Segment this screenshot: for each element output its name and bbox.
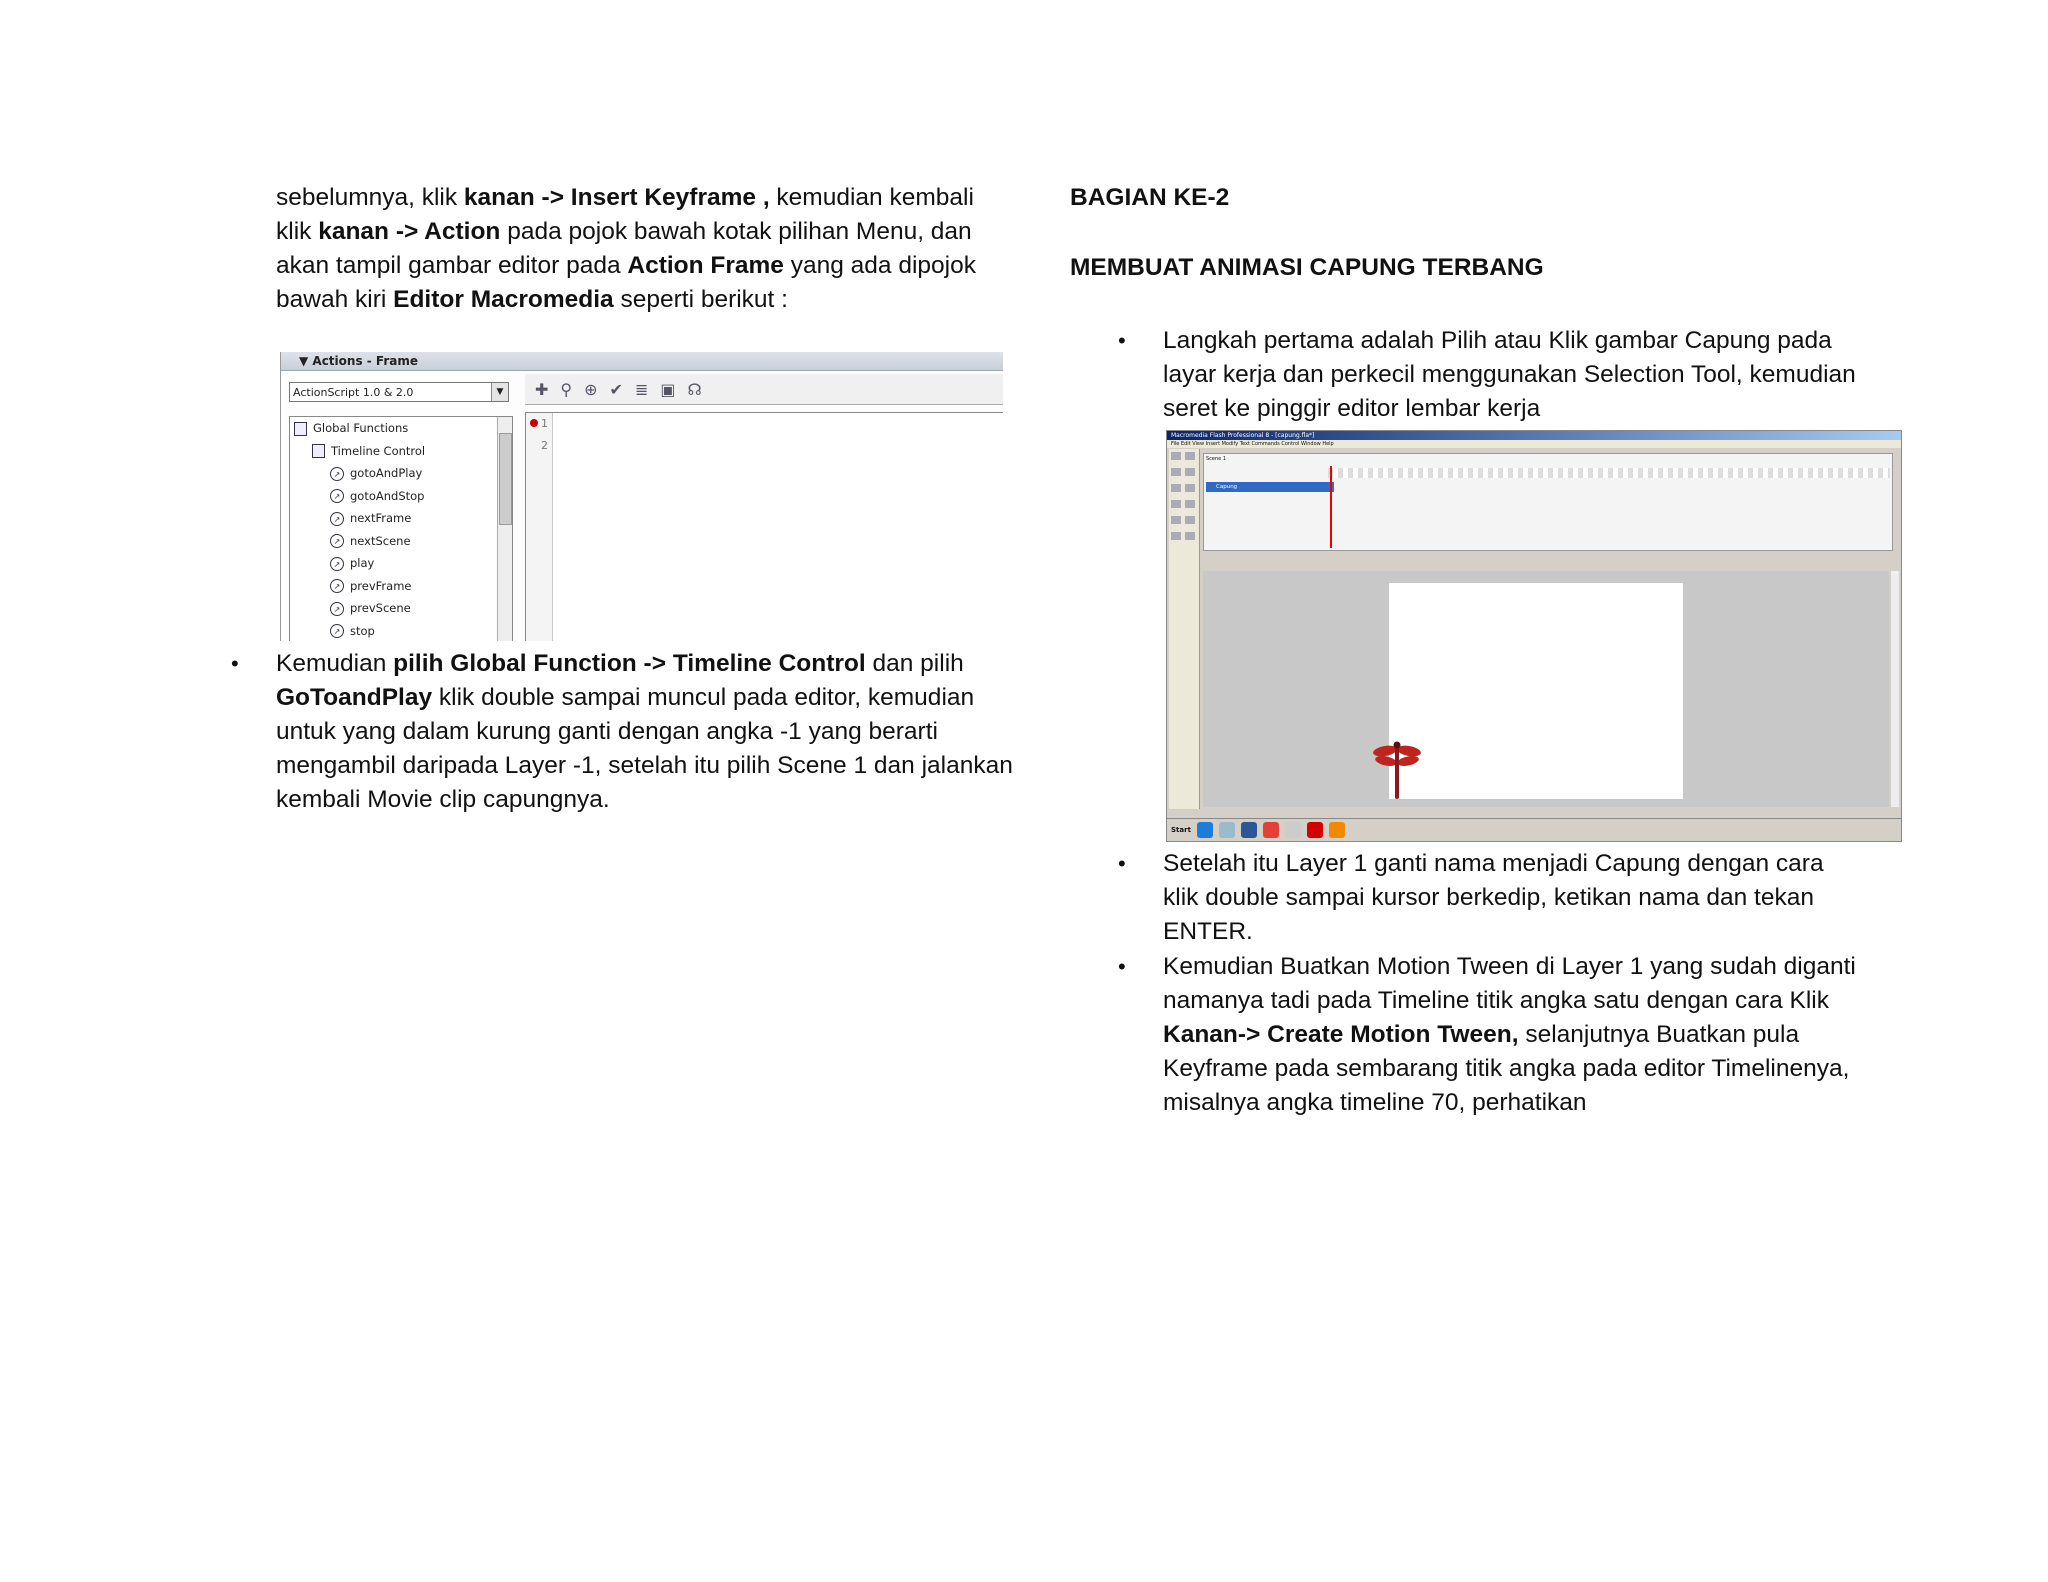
bullet-icon: • <box>231 651 239 676</box>
right-bullet-1 <box>1118 324 1863 426</box>
text-run: Kemudian Buatkan Motion Tween di Layer 1 yang sudah diganti namanya tadi pada Timeline titik angka satu dengan cara Klik <box>1163 953 1856 1014</box>
text-run: dan pilih <box>865 650 964 677</box>
bold-run: pilih Global Function -> Timeline Control <box>393 650 866 677</box>
windows-icon <box>1197 822 1213 838</box>
text-run: klik double sampai muncul pada editor, kemudian untuk yang dalam kurung ganti dengan angka -1 yang berarti mengambil daripada Layer -1, setelah itu pilih Scene 1 dan jalankan kembali Movie clip capungnya. <box>276 684 1013 813</box>
actions-panel-title-text: Actions - Frame <box>312 354 419 368</box>
flash-titlebar: Macromedia Flash Professional 8 - [capung.fla*] <box>1167 431 1901 440</box>
text-run: pada pojok bawah kotak pilihan Menu, dan akan tampil gambar editor pada <box>276 218 972 279</box>
flash-toolbox <box>1169 449 1200 809</box>
function-icon: ↗ <box>330 489 344 503</box>
tree-item-label: Timeline Control <box>331 443 426 458</box>
check-syntax-icon: ✔ <box>609 379 623 399</box>
scene-label: Scene 1 <box>1206 456 1227 462</box>
list-item <box>231 647 1016 817</box>
tree-item-label: stop <box>350 623 375 638</box>
flash-editor-screenshot <box>1166 430 1902 842</box>
language-select-value: ActionScript 1.0 & 2.0 <box>293 386 414 399</box>
line-number <box>526 435 552 457</box>
tree-item-label: prevFrame <box>350 578 412 593</box>
script-toolbar <box>525 374 1003 405</box>
chevron-down-icon: ▼ <box>491 383 508 401</box>
tree-item-prevframe <box>290 575 512 598</box>
bold-run: kanan -> Insert Keyframe , <box>463 184 770 211</box>
dragonfly-icon <box>1373 739 1421 799</box>
list-item <box>1118 950 1863 1120</box>
find-icon: ⚲ <box>560 379 573 399</box>
breakpoint-icon <box>530 419 538 427</box>
right-column <box>1070 181 1870 285</box>
tree-item-gotoandplay <box>290 462 512 485</box>
start-button: Start <box>1171 826 1191 834</box>
vlc-icon <box>1329 822 1345 838</box>
bullet-icon: • <box>1118 954 1126 979</box>
tree-item-nextframe <box>290 507 512 530</box>
tool-icon <box>1171 468 1181 476</box>
tool-icon <box>1171 500 1181 508</box>
tree-item-stop <box>290 620 512 642</box>
tool-icon <box>1171 532 1181 540</box>
script-pane <box>525 374 1003 641</box>
tree-item-timeline-control <box>290 440 512 463</box>
section-heading: BAGIAN KE-2 <box>1070 184 1230 211</box>
bold-run: Kanan-> Create Motion Tween, <box>1163 1021 1519 1048</box>
list-item <box>1118 847 1863 949</box>
bullet-icon: • <box>1118 851 1126 876</box>
line-number-text: 2 <box>541 439 548 452</box>
left-column <box>276 181 1016 317</box>
flash-app-icon <box>1307 822 1323 838</box>
word-icon <box>1241 822 1257 838</box>
tree-item-label: play <box>350 556 375 570</box>
tree-item-label: nextFrame <box>350 511 412 525</box>
tree-item-label: Global Functions <box>313 421 409 435</box>
tool-icon <box>1185 532 1195 540</box>
tree-item-play <box>290 552 512 575</box>
text-run: kemudian kembali klik <box>276 184 974 245</box>
bold-run: GoToandPlay <box>276 684 433 711</box>
scrollbar-thumb <box>499 433 512 525</box>
tool-icon <box>1185 500 1195 508</box>
tool-icon <box>1171 516 1181 524</box>
left-bullet-list <box>231 647 1016 817</box>
line-number-gutter <box>526 413 553 641</box>
format-icon: ≣ <box>634 379 649 399</box>
tree-item-gotoandstop <box>290 485 512 508</box>
function-icon: ↗ <box>330 579 344 593</box>
book-icon <box>294 422 307 436</box>
bold-run: Action Frame <box>627 252 784 279</box>
tool-icon <box>1185 452 1195 460</box>
text-run: Langkah pertama adalah Pilih atau Klik gambar Capung pada layar kerja dan perkecil menggunakan Selection Tool, kemudian seret ke pinggir editor lembar kerja <box>1163 327 1856 422</box>
list-item <box>1118 324 1863 426</box>
tree-item-nextscene <box>290 530 512 553</box>
paint-icon <box>1285 822 1301 838</box>
flash-menubar: File Edit View Insert Modify Text Commands Control Window Help <box>1167 440 1901 448</box>
flash-work-area <box>1203 571 1889 807</box>
tool-icon <box>1185 484 1195 492</box>
section-subheading: MEMBUAT ANIMASI CAPUNG TERBANG <box>1070 254 1544 281</box>
language-select <box>289 382 509 402</box>
actions-tree <box>289 416 513 641</box>
intro-paragraph <box>276 181 1016 317</box>
function-icon: ↗ <box>330 467 344 481</box>
function-icon: ↗ <box>330 512 344 526</box>
right-bullet-3 <box>1118 950 1863 1120</box>
text-run: Kemudian <box>276 650 394 677</box>
bold-run: kanan -> Action <box>318 218 501 245</box>
flash-timeline <box>1203 453 1893 551</box>
windows-taskbar <box>1167 818 1901 841</box>
text-run: selanjutnya Buatkan pula Keyframe pada sembarang titik angka pada editor Timelinenya, misalnya angka timeline 70, perhatikan <box>1163 1021 1850 1116</box>
actions-panel-title: ▼ Actions - Frame <box>281 352 1003 371</box>
actions-frame-screenshot <box>280 352 1003 641</box>
tool-icon <box>1185 516 1195 524</box>
explorer-icon <box>1219 822 1235 838</box>
vertical-scrollbar <box>1891 571 1899 807</box>
function-icon: ↗ <box>330 534 344 548</box>
code-hint-icon: ▣ <box>660 379 676 399</box>
text-run: seperti berikut : <box>613 286 788 313</box>
tree-item-prevscene <box>290 597 512 620</box>
bold-run: Editor Macromedia <box>393 286 614 313</box>
tree-item-label: nextScene <box>350 533 411 548</box>
function-icon: ↗ <box>330 602 344 616</box>
target-icon: ⊕ <box>584 379 598 399</box>
tree-item-label: prevScene <box>350 601 411 615</box>
bullet-icon: • <box>1118 328 1126 353</box>
debug-icon: ☊ <box>687 379 702 399</box>
text-run: yang ada dipojok bawah kiri <box>276 252 977 313</box>
line-number <box>526 413 552 435</box>
text-run: sebelumnya, klik <box>276 184 464 211</box>
text-run: Setelah itu Layer 1 ganti nama menjadi Capung dengan cara klik double sampai kursor berkedip, ketikan nama dan tekan ENTER. <box>1163 850 1824 945</box>
right-bullet-2 <box>1118 847 1863 949</box>
tool-icon <box>1171 452 1181 460</box>
actions-toolbox <box>289 382 517 641</box>
add-icon: ✚ <box>535 379 549 399</box>
tree-item-label: gotoAndPlay <box>350 466 423 480</box>
tool-icon <box>1185 468 1195 476</box>
line-number-text: 1 <box>541 417 548 430</box>
timeline-frames <box>1328 468 1890 478</box>
tool-icon <box>1171 484 1181 492</box>
tree-item-global-functions <box>290 417 512 440</box>
playhead <box>1330 466 1332 548</box>
chrome-icon <box>1263 822 1279 838</box>
book-icon <box>312 444 325 458</box>
flash-stage <box>1389 583 1683 799</box>
function-icon: ↗ <box>330 557 344 571</box>
script-editor <box>525 412 1003 641</box>
tree-item-label: gotoAndStop <box>350 488 425 503</box>
tree-scrollbar <box>497 417 512 641</box>
function-icon: ↗ <box>330 624 344 638</box>
layer-row: Capung <box>1206 482 1334 492</box>
